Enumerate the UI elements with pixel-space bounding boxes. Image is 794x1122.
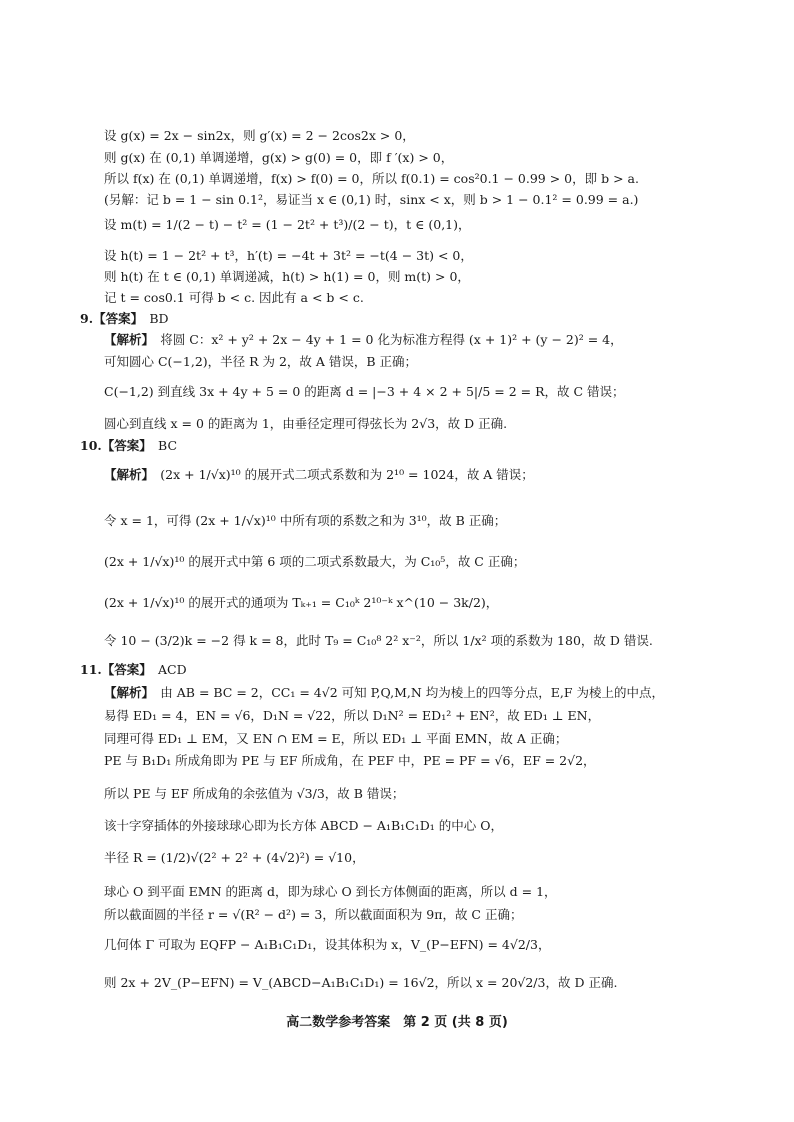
line-text: 则 h(t) 在 t ∈ (0,1) 单调递减，h(t) > h(1) = 0，则 m(t) > 0， <box>104 269 470 284</box>
question-number: 10. <box>80 438 102 453</box>
line-text: 可知圆心 C(−1,2)，半径 R 为 2，故 A 错误，B 正确； <box>104 354 418 369</box>
line-text: 几何体 Γ 可取为 EQFP − A₁B₁C₁D₁，设其体积为 x，V_(P−EFN) = 4√2/3， <box>104 937 551 952</box>
text-line-l20 <box>80 661 746 679</box>
line-text: 所以 f(x) 在 (0,1) 单调递增，f(x) > f(0) = 0，所以 f(0.1) = cos²0.1 − 0.99 > 0，即 b > a. <box>104 171 639 186</box>
line-text: 圆心到直线 x = 0 的距离为 1，由垂径定理可得弦长为 2√3，故 D 正确. <box>104 416 508 431</box>
line-text: 令 10 − (3/2)k = −2 得 k = 8，此时 T₉ = C₁₀⁸ 2² x⁻²，所以 1/x² 项的系数为 180，故 D 错误. <box>104 633 653 648</box>
line-text: 易得 ED₁ = 4，EN = √6，D₁N = √22，所以 D₁N² = ED₁² + EN²，故 ED₁ ⊥ EN， <box>104 708 601 723</box>
text-line-l23 <box>104 730 746 748</box>
text-line-l2 <box>104 149 746 167</box>
text-line-l14 <box>80 437 746 455</box>
line-text: 则 2x + 2V_(P−EFN) = V_(ABCD−A₁B₁C₁D₁) = 16√2，所以 x = 20√2/3，故 D 正确. <box>104 975 618 990</box>
line-text: 则 g(x) 在 (0,1) 单调递增，g(x) > g(0) = 0，即 f ′(x) > 0， <box>104 150 454 165</box>
line-text: 所以 PE 与 EF 所成角的余弦值为 √3/3，故 B 错误； <box>104 786 405 801</box>
section-tag: 【解析】 <box>104 467 148 482</box>
text-line-l3 <box>104 170 746 188</box>
line-text: C(−1,2) 到直线 3x + 4y + 5 = 0 的距离 d = |−3 + 4 × 2 + 5|/5 = 2 = R，故 C 错误； <box>104 384 625 399</box>
text-line-l6 <box>104 247 746 265</box>
section-tag: 【答案】 <box>101 438 146 453</box>
text-line-l15 <box>104 466 746 484</box>
text-line-l7 <box>104 268 746 286</box>
text-line-l21 <box>104 684 746 702</box>
text-line-l30 <box>104 936 746 954</box>
text-line-l27 <box>104 849 746 867</box>
line-text: BC <box>158 438 178 453</box>
line-text: PE 与 B₁D₁ 所成角即为 PE 与 EF 所成角，在 PEF 中，PE = PF = √6，EF = 2√2， <box>104 753 596 768</box>
text-line-l12 <box>104 383 746 401</box>
line-text: 将圆 C：x² + y² + 2x − 4y + 1 = 0 化为标准方程得 (x + 1)² + (y − 2)² = 4， <box>160 332 623 347</box>
line-text: (2x + 1/√x)¹⁰ 的展开式中第 6 项的二项式系数最大，为 C₁₀⁵，故 C 正确； <box>104 554 526 569</box>
text-line-l17 <box>104 553 746 571</box>
line-text: ACD <box>158 662 187 677</box>
line-text: 该十字穿插体的外接球球心即为长方体 ABCD − A₁B₁C₁D₁ 的中心 O， <box>104 818 503 833</box>
line-text: 所以截面圆的半径 r = √(R² − d²) = 3，所以截面面积为 9π，故 C 正确； <box>104 907 523 922</box>
line-text: 记 t = cos0.1 可得 b < c. 因此有 a < b < c. <box>104 290 364 305</box>
line-text: BD <box>149 311 169 326</box>
line-text: 设 h(t) = 1 − 2t² + t³，h′(t) = −4t + 3t² = −t(4 − 3t) < 0， <box>104 248 473 263</box>
text-line-l25 <box>104 785 746 803</box>
section-tag: 【答案】 <box>93 311 137 326</box>
text-line-l28 <box>104 883 746 901</box>
question-number: 9. <box>80 311 94 326</box>
text-line-l5 <box>104 216 746 234</box>
text-line-l22 <box>104 707 746 725</box>
line-text: (2x + 1/√x)¹⁰ 的展开式二项式系数和为 2¹⁰ = 1024，故 A 错误； <box>160 467 534 482</box>
text-line-l31 <box>104 974 746 992</box>
text-line-l26 <box>104 817 746 835</box>
line-text: 令 x = 1，可得 (2x + 1/√x)¹⁰ 中所有项的系数之和为 3¹⁰，故 B 正确； <box>104 513 507 528</box>
text-line-l29 <box>104 906 746 924</box>
section-tag: 【解析】 <box>104 332 148 347</box>
text-line-l16 <box>104 512 746 530</box>
text-line-l13 <box>104 415 746 433</box>
section-tag: 【解析】 <box>104 685 148 700</box>
page-footer: 高二数学参考答案 第 2 页 (共 8 页) <box>286 1015 508 1030</box>
text-line-l4 <box>104 191 746 209</box>
line-text: 设 g(x) = 2x − sin2x，则 g′(x) = 2 − 2cos2x > 0， <box>104 128 415 143</box>
line-text: 球心 O 到平面 EMN 的距离 d，即为球心 O 到长方体侧面的距离，所以 d = 1， <box>104 884 557 899</box>
line-text: (2x + 1/√x)¹⁰ 的展开式的通项为 Tₖ₊₁ = C₁₀ᵏ 2¹⁰⁻ᵏ x^(10 − 3k/2)， <box>104 595 499 610</box>
text-line-l18 <box>104 594 746 612</box>
line-text: 半径 R = (1/2)√(2² + 2² + (4√2)²) = √10， <box>104 850 365 865</box>
text-line-l8 <box>104 289 746 307</box>
section-tag: 【答案】 <box>101 662 146 677</box>
line-text: 由 AB = BC = 2，CC₁ = 4√2 可知 P,Q,M,N 均为棱上的四等分点，E,F 为棱上的中点， <box>160 685 664 700</box>
line-text: (另解：记 b = 1 − sin 0.1²，易证当 x ∈ (0,1) 时，sinx < x，则 b > 1 − 0.1² = 0.99 = a.) <box>104 192 639 207</box>
text-line-l9 <box>80 310 746 328</box>
line-text: 同理可得 ED₁ ⊥ EM，又 EN ∩ EM = E，所以 ED₁ ⊥ 平面 EMN，故 A 正确； <box>104 731 568 746</box>
text-line-l1 <box>104 127 746 145</box>
text-line-l24 <box>104 752 746 770</box>
question-number: 11. <box>80 662 102 677</box>
text-line-l11 <box>104 353 746 371</box>
text-line-l10 <box>104 331 746 349</box>
text-line-l19 <box>104 632 746 650</box>
line-text: 设 m(t) = 1/(2 − t) − t² = (1 − 2t² + t³)/(2 − t)，t ∈ (0,1)， <box>104 217 471 232</box>
